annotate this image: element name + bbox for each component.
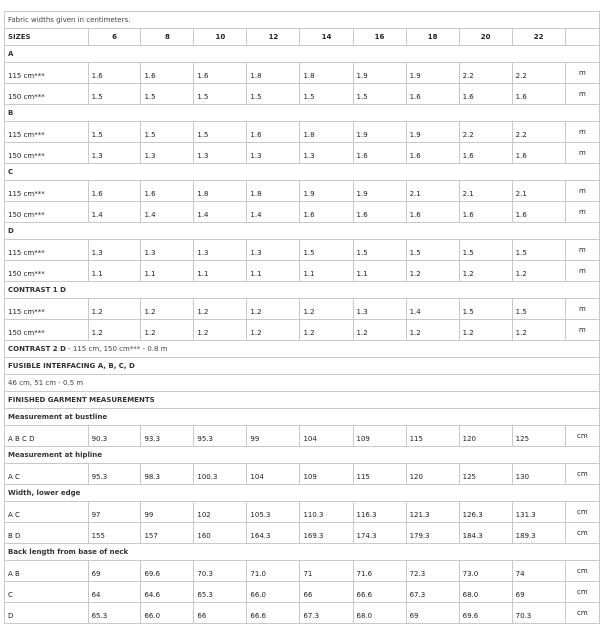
cell-value: 90.3 <box>88 426 141 447</box>
cell-value: 1.6 <box>406 143 459 164</box>
unit-label: cm <box>565 582 599 603</box>
cell-value: 1.8 <box>300 63 353 84</box>
row-label: 115 cm*** <box>5 299 89 320</box>
cell-value: 1.4 <box>88 202 141 223</box>
data-row <box>5 299 600 320</box>
cell-value: 95.3 <box>194 426 247 447</box>
unit-label: cm <box>565 502 599 523</box>
cell-value: 1.6 <box>459 202 512 223</box>
cell-value: 1.2 <box>141 299 194 320</box>
data-row <box>5 603 600 624</box>
cell-value: 1.2 <box>194 320 247 341</box>
data-row <box>5 582 600 603</box>
cell-value: 71.6 <box>353 561 406 582</box>
cell-value: 1.3 <box>194 143 247 164</box>
cell-value: 1.5 <box>141 122 194 143</box>
data-row <box>5 63 600 84</box>
cell-value: 1.9 <box>406 122 459 143</box>
unit-label: cm <box>565 426 599 447</box>
data-row <box>5 523 600 544</box>
fusible-detail <box>5 375 600 392</box>
cell-value: 73.0 <box>459 561 512 582</box>
cell-value: 1.2 <box>247 299 300 320</box>
cell-value: 1.9 <box>300 181 353 202</box>
cell-value: 1.9 <box>353 63 406 84</box>
cell-value: 99 <box>141 502 194 523</box>
unit-label: m <box>565 181 599 202</box>
row-label: 150 cm*** <box>5 320 89 341</box>
sizes-header <box>5 29 600 46</box>
data-row <box>5 143 600 164</box>
data-row <box>5 122 600 143</box>
row-label: D <box>5 603 89 624</box>
cell-value: 1.6 <box>512 143 565 164</box>
cell-value: 1.8 <box>194 181 247 202</box>
cell-value: 1.9 <box>353 181 406 202</box>
cell-value: 1.5 <box>194 122 247 143</box>
row-label: 115 cm*** <box>5 240 89 261</box>
size-heading: 10 <box>194 29 247 46</box>
size-heading: 12 <box>247 29 300 46</box>
cell-value: 95.3 <box>88 464 141 485</box>
data-row <box>5 84 600 105</box>
section-title-text: C <box>5 164 600 181</box>
cell-value: 72.3 <box>406 561 459 582</box>
section-title <box>5 223 600 240</box>
fusible-title-text: FUSIBLE INTERFACING A, B, C, D <box>5 358 600 375</box>
cell-value: 1.2 <box>141 320 194 341</box>
cell-value: 115 <box>353 464 406 485</box>
section-title-text: B <box>5 105 600 122</box>
cell-value: 1.6 <box>406 202 459 223</box>
cell-value: 125 <box>512 426 565 447</box>
data-row <box>5 464 600 485</box>
section-title-text: D <box>5 223 600 240</box>
measurement-title <box>5 447 600 464</box>
cell-value: 1.2 <box>406 261 459 282</box>
cell-value: 1.2 <box>459 261 512 282</box>
measurement-title-text: Measurement at hipline <box>5 447 600 464</box>
cell-value: 155 <box>88 523 141 544</box>
cell-value: 71.0 <box>247 561 300 582</box>
row-label: C <box>5 582 89 603</box>
cell-value: 1.1 <box>247 261 300 282</box>
cell-value: 164.3 <box>247 523 300 544</box>
row-label: A C <box>5 464 89 485</box>
cell-value: 1.2 <box>512 320 565 341</box>
unit-label: cm <box>565 464 599 485</box>
yardage-table <box>4 11 600 624</box>
cell-value: 66.0 <box>247 582 300 603</box>
cell-value: 69 <box>88 561 141 582</box>
cell-value: 1.2 <box>353 320 406 341</box>
row-label: A C <box>5 502 89 523</box>
cell-value: 104 <box>300 426 353 447</box>
cell-value: 1.5 <box>459 240 512 261</box>
data-row <box>5 320 600 341</box>
cell-value: 1.6 <box>406 84 459 105</box>
cell-value: 69.6 <box>141 561 194 582</box>
data-row <box>5 261 600 282</box>
cell-value: 2.2 <box>512 63 565 84</box>
unit-label: m <box>565 84 599 105</box>
cell-value: 68.0 <box>459 582 512 603</box>
cell-value: 184.3 <box>459 523 512 544</box>
section-title <box>5 164 600 181</box>
cell-value: 1.2 <box>300 299 353 320</box>
cell-value: 179.3 <box>406 523 459 544</box>
unit-label: cm <box>565 561 599 582</box>
cell-value: 1.5 <box>353 240 406 261</box>
cell-value: 65.3 <box>194 582 247 603</box>
cell-value: 1.5 <box>512 299 565 320</box>
cell-value: 157 <box>141 523 194 544</box>
cell-value: 120 <box>459 426 512 447</box>
size-heading: 8 <box>141 29 194 46</box>
cell-value: 120 <box>406 464 459 485</box>
cell-value: 1.3 <box>300 143 353 164</box>
cell-value: 93.3 <box>141 426 194 447</box>
cell-value: 1.9 <box>353 122 406 143</box>
cell-value: 1.5 <box>141 84 194 105</box>
cell-value: 1.1 <box>300 261 353 282</box>
data-row <box>5 502 600 523</box>
cell-value: 1.6 <box>459 143 512 164</box>
cell-value: 1.1 <box>88 261 141 282</box>
cell-value: 1.2 <box>88 299 141 320</box>
cell-value: 105.3 <box>247 502 300 523</box>
cell-value: 66.0 <box>141 603 194 624</box>
cell-value: 189.3 <box>512 523 565 544</box>
cell-value: 1.3 <box>141 143 194 164</box>
size-heading: 22 <box>512 29 565 46</box>
unit-label: m <box>565 63 599 84</box>
cell-value: 125 <box>459 464 512 485</box>
cell-value: 98.3 <box>141 464 194 485</box>
cell-value: 2.2 <box>459 122 512 143</box>
header-note <box>5 12 600 29</box>
cell-value: 74 <box>512 561 565 582</box>
cell-value: 1.5 <box>247 84 300 105</box>
row-label: B D <box>5 523 89 544</box>
cell-value: 1.2 <box>406 320 459 341</box>
size-heading: 18 <box>406 29 459 46</box>
measurement-title-text: Back length from base of neck <box>5 544 600 561</box>
cell-value: 97 <box>88 502 141 523</box>
cell-value: 1.8 <box>247 63 300 84</box>
row-label: 150 cm*** <box>5 84 89 105</box>
row-label: 150 cm*** <box>5 202 89 223</box>
cell-value: 70.3 <box>194 561 247 582</box>
cell-value: 1.6 <box>300 202 353 223</box>
cell-value: 130 <box>512 464 565 485</box>
cell-value: 69 <box>406 603 459 624</box>
cell-value: 1.4 <box>406 299 459 320</box>
cell-value: 160 <box>194 523 247 544</box>
cell-value: 116.3 <box>353 502 406 523</box>
finished-title-text: FINISHED GARMENT MEASUREMENTS <box>5 392 600 409</box>
data-row <box>5 202 600 223</box>
measurement-title-text: Measurement at bustline <box>5 409 600 426</box>
cell-value: 104 <box>247 464 300 485</box>
cell-value: 1.3 <box>353 299 406 320</box>
cell-value: 67.3 <box>406 582 459 603</box>
section-title-text: A <box>5 46 600 63</box>
cell-value: 69 <box>512 582 565 603</box>
cell-value: 64.6 <box>141 582 194 603</box>
header-note-text: Fabric widths given in centimeters. <box>5 12 600 29</box>
cell-value: 64 <box>88 582 141 603</box>
measurement-title <box>5 544 600 561</box>
cell-value: 109 <box>300 464 353 485</box>
cell-value: 1.4 <box>141 202 194 223</box>
cell-value: 1.4 <box>194 202 247 223</box>
cell-value: 1.3 <box>88 143 141 164</box>
size-heading: 16 <box>353 29 406 46</box>
cell-value: 1.1 <box>194 261 247 282</box>
cell-value: 1.1 <box>353 261 406 282</box>
cell-value: 1.3 <box>247 240 300 261</box>
cell-value: 1.6 <box>512 202 565 223</box>
cell-value: 1.2 <box>194 299 247 320</box>
cell-value: 100.3 <box>194 464 247 485</box>
cell-value: 1.6 <box>353 143 406 164</box>
cell-value: 1.6 <box>353 202 406 223</box>
cell-value: 2.2 <box>512 122 565 143</box>
unit-heading <box>565 29 599 46</box>
cell-value: 1.8 <box>300 122 353 143</box>
cell-value: 1.6 <box>141 63 194 84</box>
data-row <box>5 426 600 447</box>
cell-value: 1.8 <box>247 181 300 202</box>
cell-value: 70.3 <box>512 603 565 624</box>
cell-value: 1.5 <box>300 240 353 261</box>
sizes-label: SIZES <box>5 29 89 46</box>
cell-value: 65.3 <box>88 603 141 624</box>
cell-value: 69.6 <box>459 603 512 624</box>
cell-value: 1.3 <box>141 240 194 261</box>
measurement-title <box>5 409 600 426</box>
unit-label: m <box>565 202 599 223</box>
cell-value: 1.5 <box>459 299 512 320</box>
size-heading: 14 <box>300 29 353 46</box>
row-label: 115 cm*** <box>5 122 89 143</box>
cell-value: 131.3 <box>512 502 565 523</box>
cell-value: 66 <box>300 582 353 603</box>
cell-value: 1.5 <box>353 84 406 105</box>
section-title-text: CONTRAST 1 D <box>5 282 600 299</box>
cell-value: 1.2 <box>300 320 353 341</box>
size-heading: 20 <box>459 29 512 46</box>
fusible-title <box>5 358 600 375</box>
contrast2-detail: - 115 cm, 150 cm*** - 0.8 m <box>65 344 168 353</box>
measurement-title-text: Width, lower edge <box>5 485 600 502</box>
data-row <box>5 561 600 582</box>
cell-value: 2.1 <box>406 181 459 202</box>
cell-value: 66 <box>194 603 247 624</box>
row-label: 115 cm*** <box>5 63 89 84</box>
unit-label: m <box>565 143 599 164</box>
cell-value: 1.3 <box>247 143 300 164</box>
cell-value: 2.2 <box>459 63 512 84</box>
cell-value: 1.1 <box>141 261 194 282</box>
cell-value: 71 <box>300 561 353 582</box>
cell-value: 109 <box>353 426 406 447</box>
cell-value: 99 <box>247 426 300 447</box>
contrast2-row <box>5 341 600 358</box>
cell-value: 1.5 <box>512 240 565 261</box>
contrast2-cell <box>5 341 600 358</box>
cell-value: 115 <box>406 426 459 447</box>
cell-value: 1.6 <box>247 122 300 143</box>
cell-value: 68.0 <box>353 603 406 624</box>
row-label: 150 cm*** <box>5 261 89 282</box>
yardage-table-body <box>5 12 600 624</box>
cell-value: 66.6 <box>247 603 300 624</box>
cell-value: 67.3 <box>300 603 353 624</box>
finished-title <box>5 392 600 409</box>
unit-label: cm <box>565 523 599 544</box>
unit-label: m <box>565 122 599 143</box>
row-label: 115 cm*** <box>5 181 89 202</box>
section-title <box>5 46 600 63</box>
cell-value: 1.5 <box>300 84 353 105</box>
cell-value: 1.2 <box>88 320 141 341</box>
unit-label: m <box>565 299 599 320</box>
row-label: A B C D <box>5 426 89 447</box>
cell-value: 1.3 <box>194 240 247 261</box>
cell-value: 2.1 <box>459 181 512 202</box>
section-title <box>5 282 600 299</box>
cell-value: 2.1 <box>512 181 565 202</box>
fusible-detail-text: 46 cm, 51 cm - 0.5 m <box>5 375 600 392</box>
cell-value: 1.5 <box>194 84 247 105</box>
cell-value: 1.2 <box>247 320 300 341</box>
row-label: 150 cm*** <box>5 143 89 164</box>
row-label: A B <box>5 561 89 582</box>
cell-value: 174.3 <box>353 523 406 544</box>
contrast2-title: CONTRAST 2 D <box>8 344 66 353</box>
cell-value: 126.3 <box>459 502 512 523</box>
size-heading: 6 <box>88 29 141 46</box>
cell-value: 1.6 <box>512 84 565 105</box>
data-row <box>5 240 600 261</box>
cell-value: 1.6 <box>194 63 247 84</box>
cell-value: 1.6 <box>88 63 141 84</box>
cell-value: 1.5 <box>88 84 141 105</box>
cell-value: 1.6 <box>141 181 194 202</box>
unit-label: m <box>565 261 599 282</box>
cell-value: 110.3 <box>300 502 353 523</box>
cell-value: 1.5 <box>88 122 141 143</box>
cell-value: 1.5 <box>406 240 459 261</box>
cell-value: 1.9 <box>406 63 459 84</box>
cell-value: 1.6 <box>88 181 141 202</box>
cell-value: 1.2 <box>512 261 565 282</box>
cell-value: 66.6 <box>353 582 406 603</box>
cell-value: 169.3 <box>300 523 353 544</box>
cell-value: 1.3 <box>88 240 141 261</box>
data-row <box>5 181 600 202</box>
unit-label: m <box>565 320 599 341</box>
cell-value: 121.3 <box>406 502 459 523</box>
cell-value: 1.4 <box>247 202 300 223</box>
cell-value: 102 <box>194 502 247 523</box>
unit-label: m <box>565 240 599 261</box>
unit-label: cm <box>565 603 599 624</box>
section-title <box>5 105 600 122</box>
measurement-title <box>5 485 600 502</box>
cell-value: 1.2 <box>459 320 512 341</box>
cell-value: 1.6 <box>459 84 512 105</box>
